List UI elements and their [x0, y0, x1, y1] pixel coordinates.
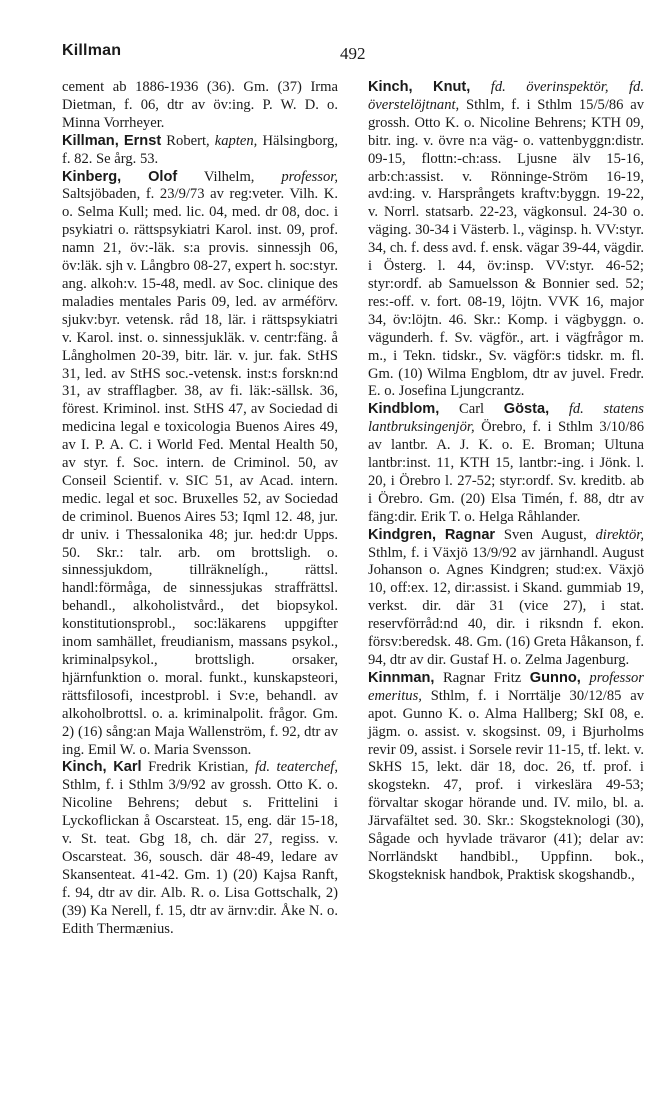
entry-given-name: Olof — [148, 168, 178, 185]
entry-title: fd. statens lantbruksingenjör, — [368, 401, 644, 436]
entry-given-plain: Ragnar Fritz — [434, 669, 530, 686]
entry-surname: Kindblom, — [368, 401, 440, 418]
entry-kinch-knut — [368, 79, 644, 401]
entry-surname: Kinberg, — [62, 168, 122, 185]
page-number: 492 — [340, 44, 366, 63]
entry-given-name: Ragnar — [444, 526, 496, 543]
entry-title: fd. överinspektör, fd. överstelöjtnant, — [368, 79, 644, 113]
running-head: Killman — [62, 42, 122, 59]
entry-kinnman-gunno — [368, 670, 644, 885]
entry-given-name: Ernst — [123, 132, 162, 149]
entry-given-name: Gunno, — [529, 669, 581, 686]
entry-text: Sthlm, f. i Sthlm 15/5/86 av grossh. Otto K. o. Nicoline Behrens; KTH 09, bitr. ing. v. övre n:a väg- o. vattenbyggn:distr. 09-15, flottn:-ch:ass. Ljusne älv 15-16, arb:ch:assist. v. Rönninge-Ström 16-19, avd:ing. v. Harsprångets kraftv:byggn. 19-22, v. Norrl. statsarb. 22-23, vägkonsul. 24-30 o. väging. 30-34 i Västerb. l., väginsp. h. VV:styr. 34, ch. f. dess avd. f. ensk. vägar 39-44, vägdir. i Österg. l. 44, öv:insp. VV:styr. 46-52; styr:ordf. ab Samuelsson & Bonnier sed. 52; res:-off. v. fort. 08-19, löjtn. VVK 16, major 34, öv:löjtn. 46. Skr.: Komp. i vägbyggn. o. vägunderh. f. Sv. vägför., art. i vägfrågor m. m., i Tekn. tidskr., Sv. vägför:s tidskr. m. fl. Gm. (10) Wilma Engblom, dtr av juvel. Fredr. E. o. Josefina Ljungcrantz. — [368, 96, 644, 400]
entry-text: Sthlm, f. i Växjö 13/9/92 av järnhandl. August Johanson o. Agnes Kindgren; stud:ex. Växjö 10, off:ex. 12, dir:assist. i Skand. gummiab 19, verkst. dir. där 31 (vice 27), i stat. reservförråd:nd 40, dir. i riksndn f. ekon. försv:beredsk. 48. Gm. (16) Greta Håkanson, f. 94, dtr av dir. Gustaf H. o. Zelma Jagenburg. — [368, 544, 644, 668]
entry-text: cement ab 1886-1936 (36). Gm. (37) Irma Dietman, f. 06, dtr av öv:ing. P. W. D. o. Minna Vorrheyer. — [62, 79, 338, 131]
entry-surname: Kindgren, — [368, 526, 437, 543]
entry-kinberg-olof — [62, 169, 338, 760]
entry-given-plain: Sven August, — [495, 526, 587, 543]
entry-killman-ernst — [62, 133, 338, 169]
entry-continuation — [62, 79, 338, 133]
entry-given-name: Gösta, — [503, 401, 550, 418]
entry-text: Sthlm, f. i Norrtälje 30/12/85 av apot. Gunno K. o. Alma Hallberg; SkI 08, e. jägm. o. assist. v. skogsinst. 09, i Bjurholms revir 09, assist. i Sorsele revir 11-15, tf. lekt. v. SkHS 15, lekt. där 18, doc. 26, tf. prof. i skogstekn. 47, prof. i virkeslära 49-53; förvaltar skogar hörande und. IV. milo, bl. a. Järvafältet sed. 30. Skr.: Skogsteknologi (30), Sågade och hyvlade trävaror (41); delar av: Norrländskt handbibl., Uppfinn. bok., Skogsteknisk handbok, Praktisk skogshandb., — [368, 687, 644, 883]
entry-surname: Killman, — [62, 132, 119, 149]
entry-text: Sthlm, f. i Sthlm 3/9/92 av grossh. Otto K. o. Nicoline Behrens; debut s. Frittelini i Lyckoflickan å Oscarsteat. 15, eng. där 15-18, v. St. teat. Gbg 18, ch. där 27, regiss. v. Oscarsteat. 36, sousch. där 48-49, ledare av Skansenteat. 41-42. Gm. 1) (20) Kajsa Ranft, f. 94, dtr av dir. Alb. R. o. Lisa Gottschalk, 2) (39) Ka Nerell, f. 15, dtr av ärnv:dir. Åke N. o. Edith Thermænius. — [62, 777, 338, 937]
page-header — [0, 42, 672, 66]
entry-given-name: Knut, — [433, 79, 471, 95]
entry-text: Örebro, f. i Sthlm 3/10/86 av lantbr. A. J. K. o. E. Broman; Ultuna lantbr:inst. 11, KTH 15, lantbr:-ing. i Jönk. l. 20, i Örebro l. 27-52; styr:ordf. Sv. kreditb. ab i Örebro. Gm. (20) Elsa Timén, f. 88, dtr av fäng:dir. Erik T. o. Helga Råhlander. — [368, 419, 644, 525]
entry-given-name: Karl — [113, 759, 142, 776]
right-column — [368, 79, 644, 885]
entry-title: fd. teaterchef, — [254, 759, 339, 776]
entry-given-plain: Carl — [439, 401, 504, 418]
entry-title: professor, — [281, 168, 338, 185]
entry-kindblom-gosta — [368, 401, 644, 526]
entry-given-plain: Vilhelm, — [177, 168, 255, 185]
entry-surname: Kinch, — [62, 759, 107, 776]
entry-given-plain: Fredrik Kristian, — [141, 759, 249, 776]
entry-kindgren-ragnar — [368, 527, 644, 670]
left-column — [62, 79, 338, 939]
entry-text: Hälsingborg, f. 82. Se årg. 53. — [62, 132, 338, 167]
entry-title: kapten, — [214, 132, 258, 149]
entry-given-plain: Robert, — [161, 132, 210, 149]
entry-surname: Kinch, — [368, 79, 413, 95]
entry-text: Saltsjöbaden, f. 23/9/73 av reg:veter. Vilh. K. o. Selma Kull; med. lic. 04, med. dr 08, doc. i psykiatri o. rättspsykiatri Karol. inst. 09, prof. namn 21, öv:-läk. s:a provis. sinnessjh 06, öv:läk. sjh v. Långbro 08-27, expert h. soc:styr. ang. alkoh:v. 15-48, medl. av Soc. clinique des maladies mentales Paris 09, led. av arméförv. sjukv:byr. vetensk. råd 18, lär. i rättspsykiatri v. Karol. inst. o. sinnessjukläk. v. centr:fäng. å Långholmen 20-39, bitr. lär. v. jur. fak. StHS 31, led. av StHS soc.-vetensk. inst:s forskn:nd 31, av strafflagber. 38, av fi. läk:-sällsk. 36, förest. Kriminol. inst. StHS 47, av Sociedad di medicina legal e toxicologia Buenos Aires 49, av I. P. A. C. i World Fed. Mental Health 50, av styr. f. Soc. intern. de Criminol. 50, av Conseil Scientif. v. SIC 51, av Acad. intern. medic. legal et soc. Bruxelles 52, av Sociedad de criminol. Buenos Aires 53; Iqml 12. 48, jur. dr univ. i Thessalonika 48; jur. hed:dr Upps. 50. Skr.: talr. arb. om brottsligh. o. sinnessjukdom, tillräknelígh., rättsl. handl:förmåga, de sinnessjukas straffrättsl. behandl., alkoholistvård., det biopsykol. konstitutionsprobl., soc:läkarens uppgifter inom samhället, freudianism, massans psykol., kriminalpsykol., brottsligh. orsaker, hjärnfunktion o. moral. funkt., kunskapsteori, rättsfilosofi, incestprobl. i Sv:e, behandl. av alkoholbrottsl. o. a. kriminalpolit. frågor. Gm. 2) (16) sång:an Maja Wallenström, f. 92, dtr av ing. Emil W. o. Maria Svensson. — [62, 186, 338, 758]
entry-surname: Kinnman, — [368, 669, 435, 686]
entry-kinch-karl — [62, 759, 338, 938]
entry-title: professor emeritus, — [368, 669, 644, 704]
entry-title: direktör, — [595, 526, 644, 543]
